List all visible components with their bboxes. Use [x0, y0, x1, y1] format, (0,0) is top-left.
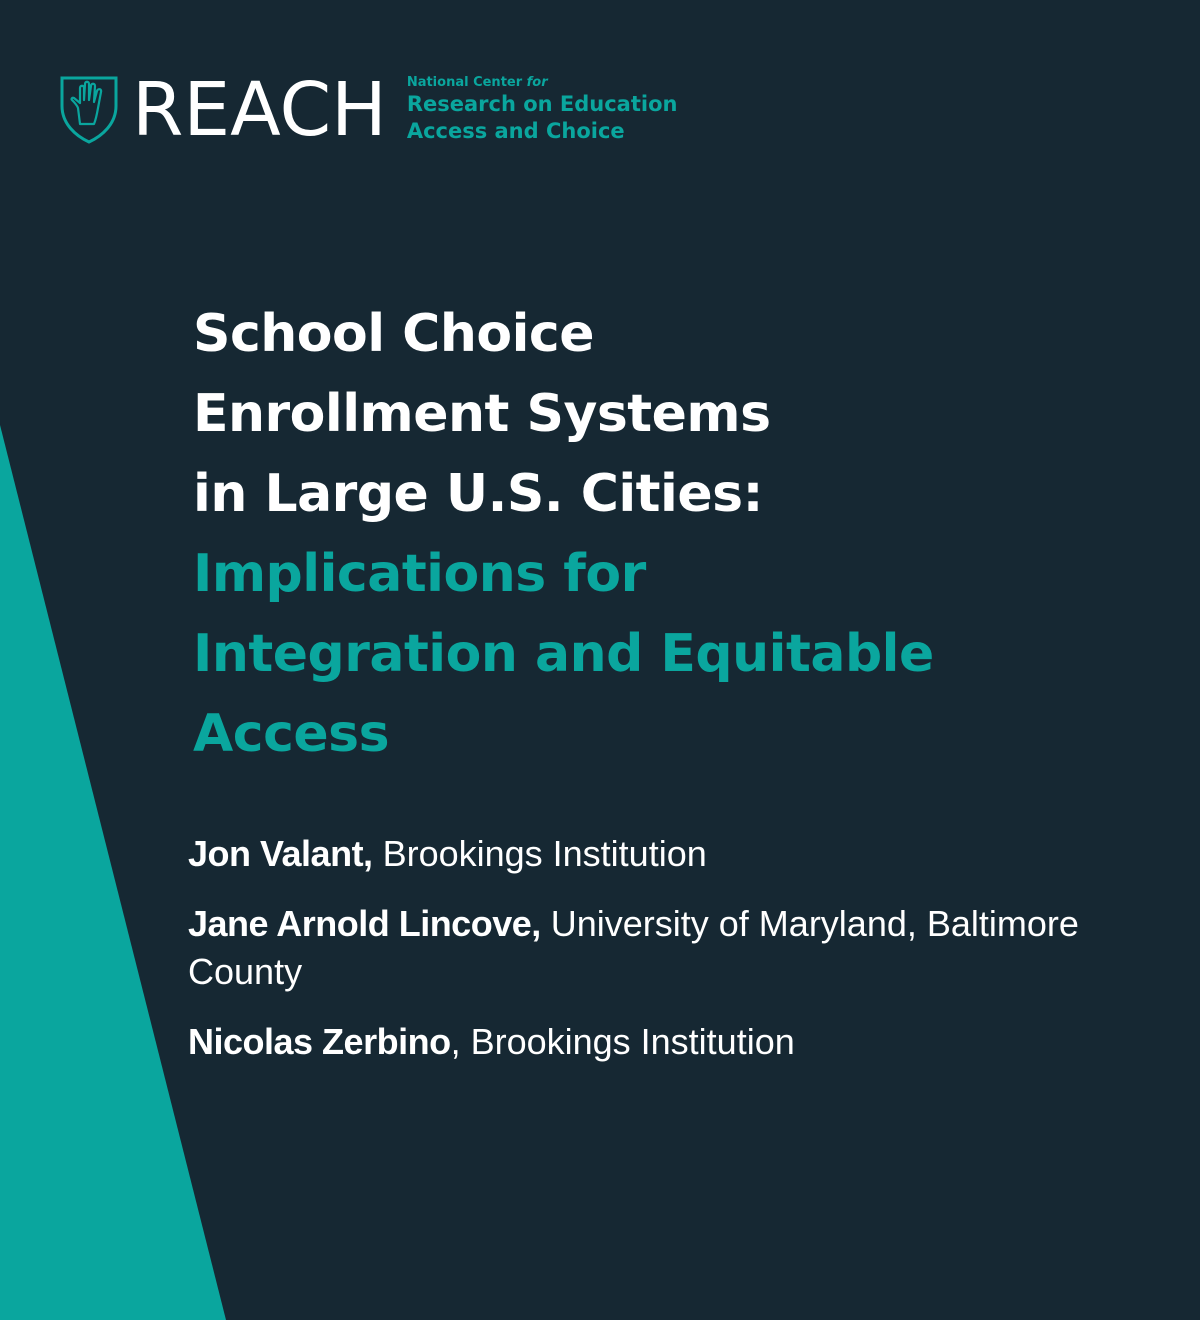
title-line-2: Enrollment Systems — [193, 384, 771, 444]
author-affiliation: Brookings Institution — [372, 833, 707, 874]
author-entry — [188, 900, 1088, 996]
subtitle-line-1: Implications for — [193, 544, 646, 604]
author-affiliation: , Brookings Institution — [450, 1021, 795, 1062]
logo-wordmark: REACH — [132, 67, 387, 153]
logo-tagline-italic: for — [526, 74, 548, 90]
title-line-3: in Large U.S. Cities: — [193, 464, 763, 524]
logo-tagline — [407, 74, 678, 145]
author-name: Nicolas Zerbino — [188, 1021, 451, 1062]
author-affiliation: University of Maryland, Baltimore County — [188, 903, 1079, 992]
author-name: Jane Arnold Lincove, — [188, 903, 541, 944]
logo-tagline-prefix: National Center — [406, 74, 527, 90]
subtitle-line-3: Access — [193, 704, 390, 764]
logo-tagline-line1 — [407, 74, 678, 91]
logo-tagline-line3: Access and Choice — [406, 118, 625, 143]
report-title — [193, 294, 1153, 774]
author-name: Jon Valant, — [188, 833, 373, 874]
subtitle-line-2: Integration and Equitable — [193, 624, 934, 684]
reach-logo — [56, 67, 678, 153]
logo-tagline-line2: Research on Education — [406, 91, 678, 116]
author-list — [188, 830, 1088, 1088]
hand-shield-icon — [56, 72, 122, 144]
author-entry — [188, 1018, 1088, 1066]
title-line-1: School Choice — [193, 304, 594, 364]
author-entry — [188, 830, 1088, 878]
